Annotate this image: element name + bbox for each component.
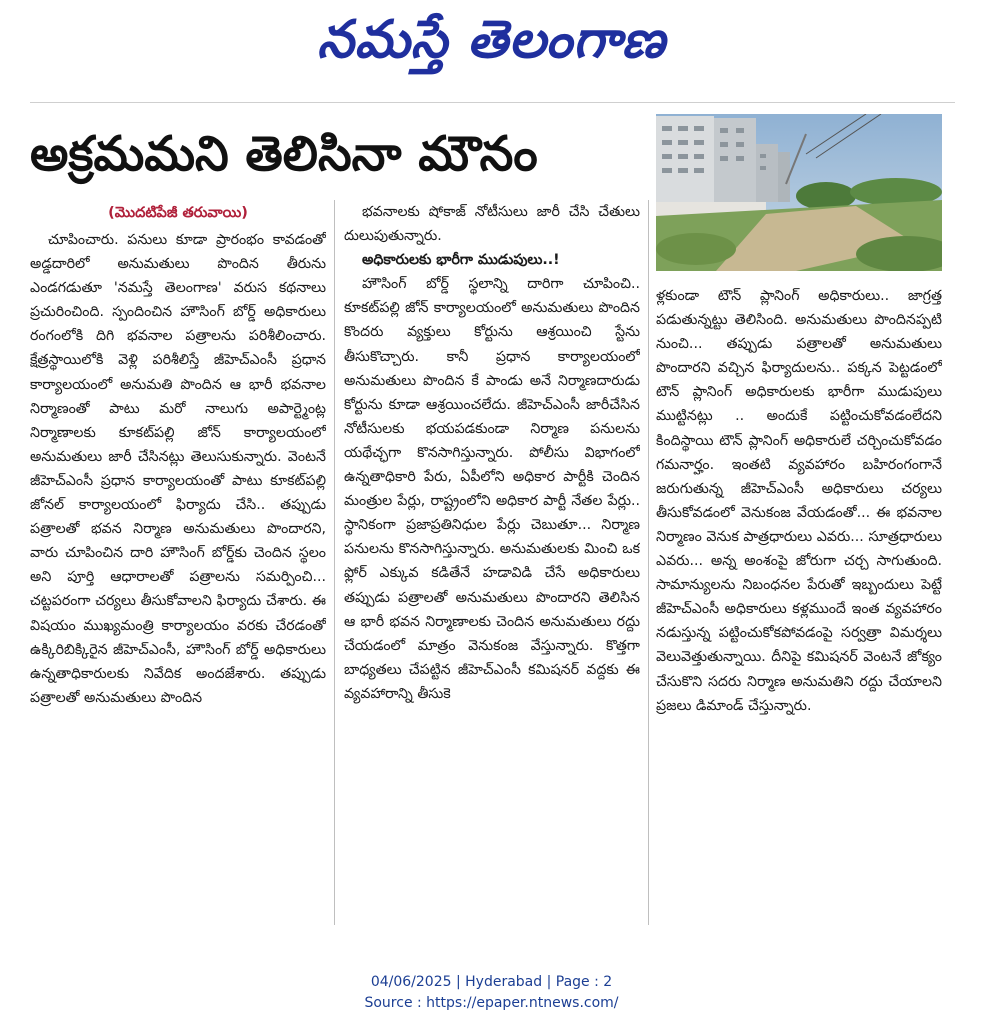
footer-date-page: 04/06/2025 | Hyderabad | Page : 2 (370, 974, 613, 990)
article-column-1 (30, 228, 326, 928)
article-column-2 (344, 200, 640, 928)
construction-site-photo (656, 114, 942, 271)
article-paragraph: భవనాలకు షోకాజ్ నోటీసులు జారీ చేసి చేతులు దులుపుతున్నారు. (344, 204, 640, 245)
header-divider (30, 102, 955, 103)
newspaper-logo: నమస్తే తెలంగాణ (317, 10, 666, 70)
column-divider (334, 200, 335, 925)
continued-kicker: (మొదటిపేజీ తరువాయి) (108, 205, 248, 221)
footer-source[interactable]: Source : https://epaper.ntnews.com/ (364, 995, 619, 1011)
article-paragraph: చూపించారు. పనులు కూడా ప్రారంభం కావడంతో అడ్డదారిలో అనుమతులు పొందిన తీరును ఎండగడుతూ 'నమస్తే తెలంగాణ' వరుస కథనాలు ప్రచురించింది. స్పందించిన హౌసింగ్ బోర్డ్ అధికారులు రంగంలోకి దిగి భవనాల పత్రాలను పరిశీలించారు. క్షేత్రస్థాయిలోకి వెళ్లి పరిశీలిస్తే జీహెచ్ఎంసీ ప్రధాన కార్యాలయంలో అనుమతి పొందిన ఆ భారీ భవనాల నిర్మాణంతో పాటు మరో నాలుగు అపార్ట్మెంట్ల నిర్మాణాలకు కూకట్‌పల్లి జోన్ కార్యాలయంలో అనుమతులు జారీ చేసినట్లు తెలుసుకున్నారు. వెంటనే జీహెచ్ఎంసీ ప్రధాన కార్యాలయంతో పాటు కూకట్‌పల్లి జోనల్ కార్యాలయంలో ఫిర్యాదు చేసి.. తప్పుడు పత్రాలతో భవన నిర్మాణ అనుమతులు పొందారని, వారు చూపించిన దారి హౌసింగ్ బోర్డ్‌కు చెందిన స్థలం అని పూర్తి ఆధారాలతో పత్రాలను సమర్పించి... చట్టపరంగా చర్యలు తీసుకోవాలని ఫిర్యాదు చేశారు. ఈ విషయం ముఖ్యమంత్రి కార్యాలయం వరకు చేరడంతో ఉక్కిరిబిక్కిరైన జీహెచ్ఎంసీ, హౌసింగ్ బోర్డ్ అధికారులు ఉన్నతాధికారులకు నివేదిక అందజేశారు. తప్పుడు పత్రాలతో అనుమతులు పొందిన (30, 232, 326, 706)
kicker-wrapper (30, 200, 326, 228)
column-divider (648, 200, 649, 925)
masthead (0, 2, 983, 82)
article-column-3 (656, 284, 942, 924)
article-photo (656, 114, 942, 271)
article-paragraph: ళ్లకుండా టౌన్ ప్లానింగ్ అధికారులు.. జాగ్రత్త పడుతున్నట్టు తెలిసింది. అనుమతులు పొందినప్పటి నుంచి... తప్పుడు పత్రాలతో అనుమతులు పొందారని వచ్చిన ఫిర్యాదులను.. పక్కన పెట్టడంలో టౌన్ ప్లానింగ్ అధికారులకు భారీగా ముడుపులు ముట్టినట్లు .. అందుకే పట్టించుకోవడంలేదని కిందిస్థాయి టౌన్ ప్లానింగ్ అధికారులే చర్చించుకోవడం గమనార్హం. ఇంతటి వ్యవహారం బహిరంగంగానే జరుగుతున్న జీహెచ్ఎంసీ అధికారులు చర్యలు తీసుకోవడంలో వెనుకంజ వేయడంతో... ఈ భవనాల నిర్మాణం వెనుక పాత్రధారులు ఎవరు... సూత్రధారులు ఎవరు... అన్న అంశంపై జోరుగా చర్చ సాగుతుంది. సామాన్యులను నిబంధనల పేరుతో ఇబ్బందులు పెట్టే జీహెచ్ఎంసీ అధికారులు కళ్లముందే ఇంత వ్యవహారం నడుస్తున్న పట్టించుకోకపోవడంపై సర్వత్రా విమర్శలు వెలువెత్తుతున్నాయి. దీనిపై కమిషనర్ వెంటనే జోక్యం చేసుకొని సదరు నిర్మాణ అనుమతిని రద్దు చేయాలని ప్రజలు డిమాండ్ చేస్తున్నారు. (656, 288, 942, 714)
article-subheading: అధికారులకు భారీగా ముడుపులు..! (362, 252, 560, 269)
article-paragraph: హౌసింగ్ బోర్డ్ స్థలాన్ని దారిగా చూపించి.. కూకట్‌పల్లి జోన్ కార్యాలయంలో అనుమతులు పొందిన కొందరు వ్యక్తులు కోర్టును ఆశ్రయించి స్టేను తీసుకొచ్చారు. కానీ ప్రధాన కార్యాలయంలో అనుమతులు పొందిన కే పాండు అనే నిర్మాణదారుడు కోర్టును కూడా ఆశ్రయించలేదు. జీహెచ్ఎంసీ జారీచేసిన నోటీసులకు భయపడకుండా నిర్మాణ పనులను యథేచ్ఛగా కొనసాగిస్తున్నారు. పోలీసు విభాగంలో ఉన్నతాధికారి పేరు, ఏపీలోని అధికార పార్టీకి చెందిన మంత్రుల పేర్లు, రాష్ట్రంలోని అధికార పార్టీ నేతల పేర్లు.. స్థానికంగా ప్రజాప్రతినిధుల పేర్లు చెబుతూ... నిర్మాణ పనులను కొనసాగిస్తున్నారు. అనుమతులకు మించి ఒక ఫ్లోర్ ఎక్కువ కడితేనే హడావిడి చేసే అధికారులు తప్పుడు పత్రాలతో అనుమతులు పొందారని తెలిసిన ఆ భారీ భవన నిర్మాణాలకు చెందిన అనుమతులు రద్దు చేయడంలో మాత్రం వెనుకంజ వేస్తున్నారు. కొత్తగా బాధ్యతలు చేపట్టిన జీహెచ్ఎంసీ కమిషనర్ వద్దకు ఈ వ్యవహారాన్ని తీసుకె (344, 276, 640, 702)
article-headline: అక్రమమని తెలిసినా మౌనం (30, 126, 538, 182)
